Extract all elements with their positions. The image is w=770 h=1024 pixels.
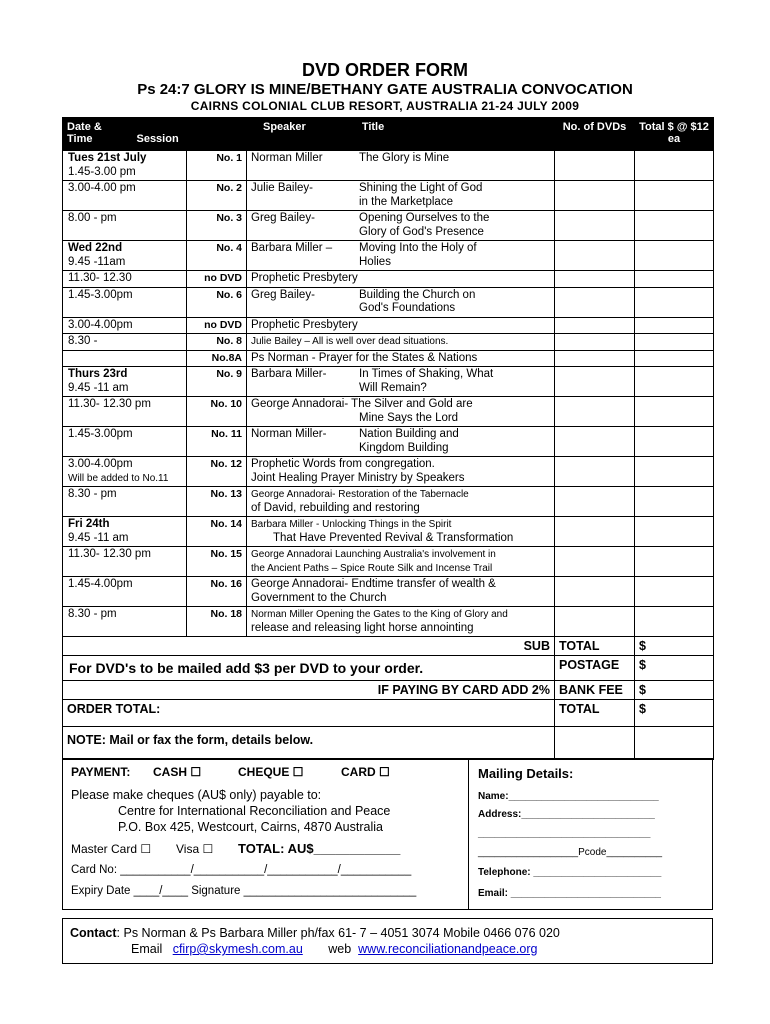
session-row: [63, 350, 714, 367]
date-cell: [63, 334, 187, 351]
note-blank-1: [555, 727, 635, 760]
bankfee-row: [63, 681, 714, 700]
session-row: [63, 271, 714, 288]
date-line: 8.30 - pm: [68, 488, 117, 500]
speaker-title-cell: [247, 547, 555, 577]
date-cell: [63, 151, 187, 181]
date-cell: [63, 241, 187, 271]
row-total-field[interactable]: [635, 211, 714, 241]
dvd-quantity-field[interactable]: [555, 334, 635, 351]
speaker-title-line: Greg Bailey- Building the Church on: [251, 288, 476, 301]
speaker-title-line: Prophetic Presbytery: [251, 318, 358, 331]
dvd-quantity-field[interactable]: [555, 181, 635, 211]
dvd-quantity-field[interactable]: [555, 211, 635, 241]
date-line: 8.00 - pm: [68, 212, 117, 224]
speaker-title-line: release and releasing light horse annointing: [251, 621, 474, 634]
speaker-title-cell: [247, 317, 555, 334]
session-number: No. 10: [187, 397, 247, 427]
payment-label: PAYMENT:: [71, 765, 131, 779]
speaker-title-line: Julie Bailey – All is well over dead situations.: [251, 336, 449, 347]
col-speaker-title: Speaker Title: [247, 118, 555, 151]
speaker-title-line: Kingdom Building: [359, 441, 449, 454]
speaker-title-line: Will Remain?: [359, 381, 427, 394]
date-line: 1.45-3.00pm: [68, 288, 133, 301]
speaker-title-line: Prophetic Words from congregation.: [251, 458, 435, 470]
bank-fee-field[interactable]: $: [635, 681, 714, 700]
note-row: [63, 727, 714, 760]
session-row: [63, 397, 714, 427]
speaker-title-line: Barbara Miller- In Times of Shaking, What: [251, 368, 494, 380]
cash-checkbox[interactable]: CASH ☐: [153, 765, 202, 779]
session-row: [63, 334, 714, 351]
date-line: 9.45 -11 am: [68, 381, 129, 394]
web-link[interactable]: www.reconciliationandpeace.org: [358, 942, 538, 956]
col-date: Date & Time Session: [63, 118, 187, 151]
session-row: [63, 457, 714, 487]
speaker-title-line: George Annadorai- Endtime transfer of wealth &: [251, 578, 496, 590]
dvd-quantity-field[interactable]: [555, 151, 635, 181]
dvd-quantity-field[interactable]: [555, 350, 635, 367]
date-cell: [63, 577, 187, 607]
speaker-title-cell: [247, 271, 555, 288]
speaker-title-cell: [247, 241, 555, 271]
name-field[interactable]: Name:___________________________: [478, 791, 659, 802]
row-total-field[interactable]: [635, 350, 714, 367]
session-row: [63, 211, 714, 241]
date-line: Thurs 23rd: [68, 368, 128, 380]
dvd-quantity-field[interactable]: [555, 457, 635, 487]
session-row: [63, 427, 714, 457]
speaker-title-line: Prophetic Presbytery: [251, 272, 358, 284]
dvd-quantity-field[interactable]: [555, 607, 635, 637]
row-total-field[interactable]: [635, 487, 714, 517]
session-number: No. 9: [187, 367, 247, 397]
mail-note: For DVD's to be mailed add $3 per DVD to your order.: [63, 656, 555, 681]
order-total-field[interactable]: $: [635, 700, 714, 727]
session-row: [63, 547, 714, 577]
row-total-field[interactable]: [635, 271, 714, 288]
speaker-title-cell: [247, 151, 555, 181]
row-total-field[interactable]: [635, 577, 714, 607]
visa-checkbox[interactable]: Visa ☐: [176, 842, 214, 856]
date-cell: [63, 517, 187, 547]
date-cell: [63, 287, 187, 317]
order-table: [62, 117, 714, 760]
sub-label: SUB: [63, 637, 555, 656]
speaker-title-line: Norman Miller Opening the Gates to the King of Glory and: [251, 609, 508, 620]
card-note: IF PAYING BY CARD ADD 2%: [63, 681, 555, 700]
speaker-title-line: Ps Norman - Prayer for the States & Nations: [251, 351, 478, 364]
postage-label: POSTAGE: [555, 656, 635, 681]
speaker-title-cell: [247, 367, 555, 397]
speaker-title-line: Greg Bailey- Opening Ourselves to the: [251, 212, 490, 224]
speaker-title-cell: [247, 517, 555, 547]
contact-line: Contact: Ps Norman & Ps Barbara Miller ph/fax 61- 7 – 4051 3074 Mobile 0466 076 020: [70, 926, 560, 940]
session-number: No. 13: [187, 487, 247, 517]
speaker-title-line: Norman Miller The Glory is Mine: [251, 152, 450, 164]
date-cell: [63, 271, 187, 288]
col-total: Total $ @ $12 ea: [635, 118, 714, 151]
speaker-title-line: Norman Miller- Nation Building and: [251, 428, 459, 440]
col-session: [187, 118, 247, 151]
row-total-field[interactable]: [635, 334, 714, 351]
date-cell: [63, 607, 187, 637]
speaker-title-line: Barbara Miller - Unlocking Things in the Spirit: [251, 519, 452, 530]
date-line: 8.30 - pm: [68, 608, 117, 620]
session-row: [63, 577, 714, 607]
total-label: TOTAL: [555, 637, 635, 656]
speaker-title-line: Glory of God's Presence: [359, 225, 484, 238]
date-line: 1.45-4.00pm: [68, 578, 133, 590]
event-subtitle: Ps 24:7 GLORY IS MINE/BETHANY GATE AUSTRALIA CONVOCATION: [137, 81, 633, 98]
speaker-title-cell: [247, 287, 555, 317]
event-venue: CAIRNS COLONIAL CLUB RESORT, AUSTRALIA 21-24 JULY 2009: [190, 99, 580, 113]
session-number: No. 4: [187, 241, 247, 271]
payable-text: Please make cheques (AU$ only) payable to:: [71, 788, 322, 802]
dvd-quantity-field[interactable]: [555, 287, 635, 317]
date-cell: [63, 181, 187, 211]
date-line: 3.00-4.00 pm: [68, 182, 136, 194]
address-field[interactable]: Address:________________________: [478, 809, 655, 820]
speaker-title-cell: [247, 334, 555, 351]
pcode-field[interactable]: __________________Pcode__________: [478, 847, 663, 858]
bank-fee-label: BANK FEE: [555, 681, 635, 700]
card-checkbox[interactable]: CARD ☐: [341, 765, 390, 779]
card-number-field[interactable]: Card No: ___________/___________/___________/___________: [71, 864, 412, 876]
date-cell: [63, 427, 187, 457]
mastercard-checkbox[interactable]: Master Card ☐: [71, 842, 152, 856]
date-line: 11.30- 12.30 pm: [68, 548, 151, 560]
speaker-title-cell: [247, 577, 555, 607]
row-total-field[interactable]: [635, 607, 714, 637]
row-total-field[interactable]: [635, 317, 714, 334]
date-line: 1.45-3.00pm: [68, 428, 133, 440]
session-row: [63, 241, 714, 271]
dvd-quantity-field[interactable]: [555, 241, 635, 271]
date-cell: [63, 547, 187, 577]
dvd-quantity-field[interactable]: [555, 427, 635, 457]
date-line: Will be added to No.11: [68, 472, 169, 484]
subtotal-field[interactable]: $: [635, 637, 714, 656]
email-field[interactable]: Email: ___________________________: [478, 888, 661, 899]
total2-label: TOTAL: [555, 700, 635, 727]
speaker-title-line: That Have Prevented Revival & Transformation: [273, 531, 514, 544]
order-total-row: [63, 700, 714, 727]
contact-email-line: Email cfirp@skymesh.com.au web www.reconciliationandpeace.org: [131, 942, 538, 956]
date-cell: [63, 211, 187, 241]
session-row: [63, 367, 714, 397]
speaker-title-line: Holies: [359, 255, 391, 268]
payee-address: P.O. Box 425, Westcourt, Cairns, 4870 Australia: [118, 820, 383, 834]
session-number: No. 15: [187, 547, 247, 577]
speaker-title-line: the Ancient Paths – Spice Route Silk and Incense Trail: [251, 562, 493, 574]
dvd-quantity-field[interactable]: [555, 317, 635, 334]
session-number: No. 16: [187, 577, 247, 607]
session-number: No. 1: [187, 151, 247, 181]
session-row: [63, 517, 714, 547]
speaker-title-cell: [247, 427, 555, 457]
dvd-quantity-field[interactable]: [555, 517, 635, 547]
order-total-label: ORDER TOTAL:: [63, 700, 555, 727]
dvd-quantity-field[interactable]: [555, 397, 635, 427]
speaker-title-cell: [247, 457, 555, 487]
date-cell: [63, 367, 187, 397]
date-line: 3.00-4.00pm: [68, 458, 133, 470]
speaker-title-line: God's Foundations: [359, 302, 456, 314]
session-row: [63, 317, 714, 334]
speaker-title-line: George Annadorai- Restoration of the Tabernacle: [251, 489, 469, 500]
session-number: no DVD: [187, 317, 247, 334]
dvd-quantity-field[interactable]: [555, 487, 635, 517]
date-cell: [63, 457, 187, 487]
date-line: 9.45 -11 am: [68, 531, 129, 544]
form-title: DVD ORDER FORM: [302, 60, 468, 80]
telephone-field[interactable]: Telephone: _______________________: [478, 867, 662, 878]
speaker-title-cell: [247, 397, 555, 427]
session-number: No. 18: [187, 607, 247, 637]
speaker-title-cell: [247, 181, 555, 211]
dvd-quantity-field[interactable]: [555, 547, 635, 577]
speaker-title-cell: [247, 607, 555, 637]
row-total-field[interactable]: [635, 547, 714, 577]
session-number: No. 8: [187, 334, 247, 351]
address-line-2[interactable]: _______________________________: [478, 828, 651, 839]
row-total-field[interactable]: [635, 397, 714, 427]
speaker-title-line: of David, rebuilding and restoring: [251, 501, 420, 514]
postage-row: [63, 656, 714, 681]
row-total-field[interactable]: [635, 457, 714, 487]
note-blank-2: [635, 727, 714, 760]
date-line: 11.30- 12.30 pm: [68, 398, 151, 410]
session-number: No. 6: [187, 287, 247, 317]
date-line: 11.30- 12.30: [68, 272, 132, 284]
row-total-field[interactable]: [635, 517, 714, 547]
row-total-field[interactable]: [635, 367, 714, 397]
date-line: 8.30 -: [68, 335, 98, 347]
mailing-title: Mailing Details:: [478, 766, 574, 781]
contact-box: [62, 918, 713, 964]
speaker-title-cell: [247, 211, 555, 241]
date-line: 1.45-3.00 pm: [68, 165, 136, 178]
session-row: [63, 607, 714, 637]
dvd-quantity-field[interactable]: [555, 271, 635, 288]
session-row: [63, 287, 714, 317]
row-total-field[interactable]: [635, 241, 714, 271]
expiry-signature-field[interactable]: Expiry Date ____/____ Signature ___________________________: [71, 885, 417, 897]
speaker-title-line: George Annadorai- The Silver and Gold are: [251, 398, 473, 410]
speaker-title-line: in the Marketplace: [359, 195, 453, 208]
section-divider: [468, 759, 469, 909]
speaker-title-line: Joint Healing Prayer Ministry by Speakers: [251, 471, 465, 484]
payee-org: Centre for International Reconciliation and Peace: [118, 804, 391, 818]
session-number: No. 14: [187, 517, 247, 547]
subtotal-row: [63, 637, 714, 656]
row-total-field[interactable]: [635, 181, 714, 211]
dvd-quantity-field[interactable]: [555, 577, 635, 607]
date-line: Wed 22nd: [68, 242, 123, 254]
session-number: No. 3: [187, 211, 247, 241]
col-dvds: No. of DVDs: [555, 118, 635, 151]
total-au-field[interactable]: TOTAL: AU$____________: [238, 841, 401, 856]
speaker-title-cell: [247, 350, 555, 367]
session-number: no DVD: [187, 271, 247, 288]
session-number: No. 12: [187, 457, 247, 487]
date-line: 9.45 -11am: [68, 255, 126, 268]
mail-fax-note: NOTE: Mail or fax the form, details below.: [63, 727, 555, 760]
session-row: [63, 181, 714, 211]
row-total-field[interactable]: [635, 427, 714, 457]
date-cell: [63, 397, 187, 427]
date-cell: [63, 350, 187, 367]
speaker-title-line: Julie Bailey- Shining the Light of God: [251, 182, 483, 194]
session-row: [63, 487, 714, 517]
row-total-field[interactable]: [635, 287, 714, 317]
speaker-title-line: George Annadorai Launching Australia's involvement in: [251, 549, 496, 560]
postage-field[interactable]: $: [635, 656, 714, 681]
date-cell: [63, 317, 187, 334]
speaker-title-line: Government to the Church: [251, 591, 387, 604]
date-line: 3.00-4.00pm: [68, 318, 133, 331]
email-link[interactable]: cfirp@skymesh.com.au: [172, 942, 303, 956]
cheque-checkbox[interactable]: CHEQUE ☐: [238, 765, 304, 779]
speaker-title-cell: [247, 487, 555, 517]
date-line: Tues 21st July: [68, 152, 147, 164]
date-line: Fri 24th: [68, 518, 110, 530]
dvd-quantity-field[interactable]: [555, 367, 635, 397]
payment-section: [62, 758, 713, 910]
session-number: No. 2: [187, 181, 247, 211]
row-total-field[interactable]: [635, 151, 714, 181]
session-row: [63, 151, 714, 181]
session-number: No. 11: [187, 427, 247, 457]
date-cell: [63, 487, 187, 517]
speaker-title-line: Barbara Miller – Moving Into the Holy of: [251, 242, 477, 254]
table-header: [63, 118, 714, 151]
session-number: No.8A: [187, 350, 247, 367]
speaker-title-line: Mine Says the Lord: [359, 411, 459, 424]
